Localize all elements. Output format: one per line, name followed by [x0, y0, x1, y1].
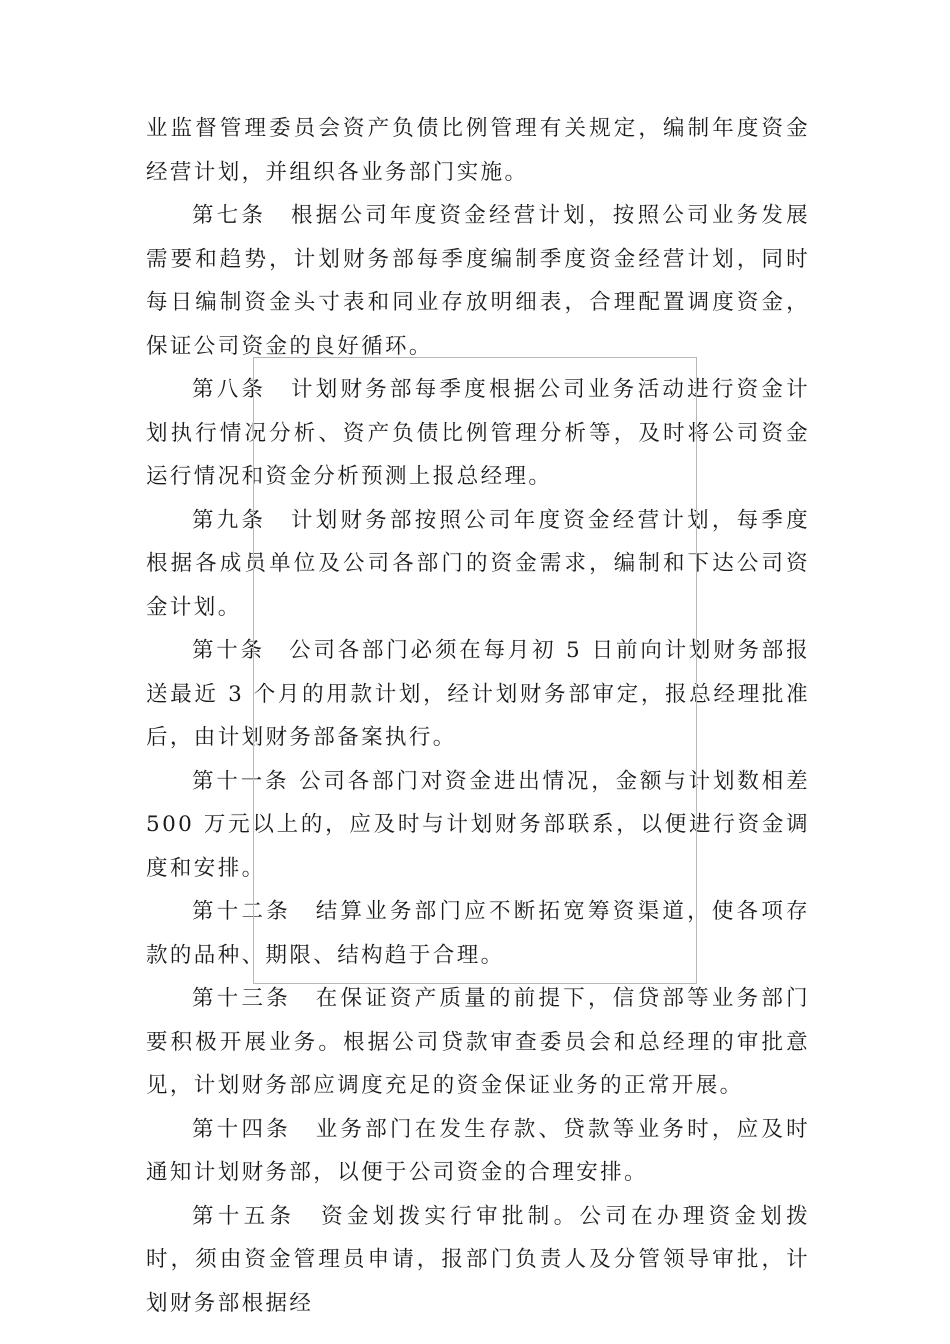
- paragraph-intro: 业监督管理委员会资产负债比例管理有关规定，编制年度资金经营计划，并组织各业务部门实施。: [146, 116, 810, 185]
- article-10-paragraph: 第十条 公司各部门必须在每月初 5 日前向计划财务部报送最近 3 个月的用款计划，经计划财务部审定，报总经理批准后，由计划财务部备案执行。: [146, 638, 810, 750]
- article-14-paragraph: 第十四条 业务部门在发生存款、贷款等业务时，应及时通知计划财务部，以便于公司资金的合理安排。: [146, 1116, 810, 1185]
- article-11-paragraph: 第十一条 公司各部门对资金进出情况，金额与计划数相差 500 万元以上的，应及时与计划财务部联系，以便进行资金调度和安排。: [146, 768, 810, 881]
- article-7-paragraph: 第七条 根据公司年度资金经营计划，按照公司业务发展需要和趋势，计划财务部每季度编制季度资金经营计划，同时每日编制资金头寸表和同业存放明细表，合理配置调度资金，保证公司资金的良好循环。: [146, 203, 810, 359]
- article-9-paragraph: 第九条 计划财务部按照公司年度资金经营计划，每季度根据各成员单位及公司各部门的资金需求，编制和下达公司资金计划。: [146, 507, 810, 620]
- article-12-paragraph: 第十二条 结算业务部门应不断拓宽筹资渠道，使各项存款的品种、期限、结构趋于合理。: [146, 899, 810, 968]
- article-13-paragraph: 第十三条 在保证资产质量的前提下，信贷部等业务部门要积极开展业务。根据公司贷款审查委员会和总经理的审批意见，计划财务部应调度充足的资金保证业务的正常开展。: [146, 986, 810, 1098]
- document-body: [146, 107, 810, 1325]
- article-15-paragraph: 第十五条 资金划拨实行审批制。公司在办理资金划拨时，须由资金管理员申请，报部门负责人及分管领导审批，计划财务部根据经: [146, 1203, 810, 1316]
- article-8-paragraph: 第八条 计划财务部每季度根据公司业务活动进行资金计划执行情况分析、资产负债比例管理分析等，及时将公司资金运行情况和资金分析预测上报总经理。: [146, 377, 810, 489]
